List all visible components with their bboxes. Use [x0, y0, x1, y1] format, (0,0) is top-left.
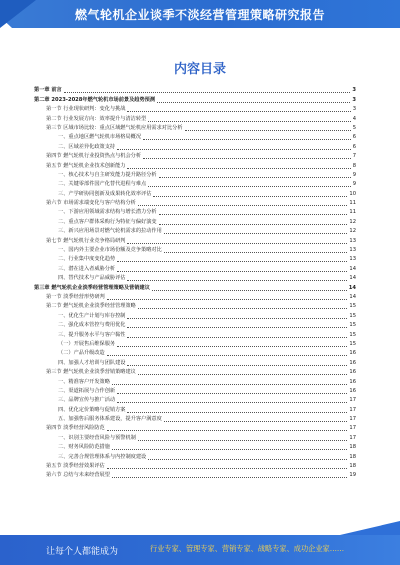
toc-entry-page: 17 [349, 416, 356, 423]
toc-entry[interactable] [34, 95, 356, 104]
toc-entry-text: 三、提升服务水平与客户黏性 [58, 331, 126, 338]
toc-entry-page: 17 [349, 425, 356, 432]
toc-entry-text: 二、区域差异化政策支持 [58, 143, 116, 150]
toc-leader-dots [127, 243, 347, 244]
toc-entry[interactable] [34, 217, 356, 226]
toc-entry[interactable] [34, 321, 356, 330]
toc-entry-text: 第一节 淡季经营形势研判 [46, 293, 105, 300]
footer-slogan: 让每个人都能成为 [46, 547, 119, 557]
toc-entry-page: 18 [349, 463, 356, 470]
toc-entry[interactable] [34, 152, 356, 161]
toc-entry-page: 19 [349, 472, 356, 479]
toc-entry-page: 7 [352, 153, 356, 160]
toc-entry[interactable] [34, 199, 356, 208]
toc-entry-text: 第二节 燃气轮机企业淡季经营管理策略 [46, 303, 136, 310]
toc-leader-dots [127, 327, 347, 328]
toc-leader-dots [159, 214, 348, 215]
toc-entry-page: 3 [352, 87, 356, 94]
toc-leader-dots [112, 477, 347, 478]
toc-entry-text: 一、国内外主要企业市场份额及竞争策略对比 [58, 247, 162, 254]
toc-entry-page: 11 [349, 209, 356, 216]
toc-entry[interactable] [34, 161, 356, 170]
toc-leader-dots [127, 111, 350, 112]
toc-leader-dots [64, 92, 351, 93]
toc-entry-text: 三、品牌宣传与推广活动 [58, 397, 116, 404]
toc-entry[interactable] [34, 114, 356, 123]
toc-entry[interactable] [34, 471, 356, 480]
toc-entry-text: 四、加强人才培训与团队建设 [58, 359, 126, 366]
toc-entry-page: 16 [349, 350, 356, 357]
toc-entry[interactable] [34, 86, 356, 95]
toc-entry-page: 6 [352, 143, 356, 150]
toc-leader-dots [127, 318, 347, 319]
toc-leader-dots [138, 308, 348, 309]
toc-leader-dots [117, 261, 347, 262]
toc-entry[interactable] [34, 340, 356, 349]
toc-entry-text: 二、渠道拓展与合作创新 [58, 387, 116, 394]
toc-entry-page: 13 [349, 247, 356, 254]
toc-entry-page: 13 [349, 237, 356, 244]
toc-leader-dots [127, 168, 350, 169]
toc-entry[interactable] [34, 283, 356, 292]
toc-entry-text: 一、优化生产计划与库存控制 [58, 312, 126, 319]
toc-leader-dots [143, 158, 351, 159]
toc-entry-page: 17 [349, 397, 356, 404]
toc-entry[interactable] [34, 208, 356, 217]
toc-leader-dots [112, 449, 348, 450]
toc-entry-text: 第一章 前言 [34, 87, 62, 94]
toc-entry-page: 16 [349, 359, 356, 366]
toc-entry-page: 6 [352, 134, 356, 141]
toc-entry[interactable] [34, 246, 356, 255]
toc-entry-text: 三、潜在进入者威胁分析 [58, 265, 116, 272]
toc-leader-dots [107, 430, 348, 431]
toc-entry-text: 一、识别主要经营风险与预警机制 [58, 434, 136, 441]
toc-leader-dots [127, 280, 347, 281]
toc-entry-page: 15 [349, 340, 356, 347]
toc-leader-dots [159, 224, 348, 225]
toc-entry-text: 第一节 行业现状研判：变化与挑战 [46, 106, 126, 113]
toc-entry-page: 11 [349, 200, 356, 207]
toc-entry-page: 12 [349, 218, 356, 225]
toc-leader-dots [117, 271, 347, 272]
toc-leader-dots [148, 186, 350, 187]
toc-leader-dots [138, 205, 348, 206]
toc-leader-dots [159, 177, 351, 178]
toc-entry-text: 第三节 燃气轮机企业淡季营销策略建议 [46, 369, 136, 376]
toc-heading: 内容目录 [173, 62, 226, 77]
toc-entry-text: 第二节 行业发展方向：效率提升与清洁转型 [46, 115, 147, 122]
toc-entry[interactable] [34, 171, 356, 180]
toc-entry-text: 二、强化成本管控与费用优化 [58, 322, 126, 329]
toc-entry[interactable] [34, 189, 356, 198]
toc-entry-text: 三、完善合规管理体系与内控制度建设 [58, 453, 147, 460]
toc-entry-page: 9 [352, 171, 356, 178]
toc-entry-page: 14 [349, 265, 356, 272]
toc-entry-text: 第四节 燃气轮机行业投资热点与机会分析 [46, 153, 142, 160]
toc-entry-page: 16 [349, 378, 356, 385]
footer-accent [340, 521, 400, 535]
toc-entry-page: 3 [352, 106, 356, 113]
toc-entry-text: 第六节 总结与未来经营展望 [46, 472, 110, 479]
toc-leader-dots [153, 196, 347, 197]
toc-leader-dots [157, 102, 350, 103]
toc-leader-dots [107, 299, 348, 300]
toc-entry-text: 第三节 区域市场比较：重点区域燃气轮机应用需求对比分析 [46, 124, 183, 131]
toc-entry-text: （一）开展售后维保服务 [58, 340, 116, 347]
toc-entry-page: 18 [349, 453, 356, 460]
toc-entry-page: 14 [349, 293, 356, 300]
toc-leader-dots [185, 130, 351, 131]
toc-entry[interactable] [34, 264, 356, 273]
toc-leader-dots [117, 346, 347, 347]
toc-entry-text: 第六节 市场需求端变化与客户结构分析 [46, 200, 136, 207]
toc-entry[interactable] [34, 302, 356, 311]
toc-entry[interactable] [34, 105, 356, 114]
toc-entry[interactable] [34, 443, 356, 452]
toc-leader-dots [138, 374, 348, 375]
toc-entry[interactable] [34, 274, 356, 283]
toc-entry[interactable] [34, 377, 356, 386]
toc-entry-page: 9 [352, 181, 356, 188]
toc-entry[interactable] [34, 293, 356, 302]
toc-entry-text: 二、关键零部件国产化替代进程与难点 [58, 181, 147, 188]
toc-entry[interactable] [34, 255, 356, 264]
toc-leader-dots [127, 365, 347, 366]
toc-entry[interactable] [34, 405, 356, 414]
toc-leader-dots [164, 252, 348, 253]
toc-entry-text: 第五节 淡季经营效果评估 [46, 463, 105, 470]
toc-entry-page: 17 [349, 434, 356, 441]
toc-entry[interactable] [34, 452, 356, 461]
page-header [0, 0, 400, 30]
toc-entry-page: 15 [349, 331, 356, 338]
toc-entry[interactable] [34, 236, 356, 245]
toc-entry-page: 17 [349, 406, 356, 413]
toc-entry[interactable] [34, 368, 356, 377]
toc-entry-page: 13 [349, 256, 356, 263]
toc-entry-text: 一、重点地区燃气轮机市场格局概况 [58, 134, 142, 141]
toc-entry-text: 二、行业集中度变化趋势 [58, 256, 116, 263]
toc-entry-page: 15 [349, 322, 356, 329]
toc-entry[interactable] [34, 133, 356, 142]
toc-entry[interactable] [34, 462, 356, 471]
toc-entry-page: 15 [349, 312, 356, 319]
toc-leader-dots [152, 290, 347, 291]
toc-entry-page: 16 [349, 369, 356, 376]
toc-entry[interactable] [34, 124, 356, 133]
toc-entry-text: 第四节 淡季经营风险防范 [46, 425, 105, 432]
toc-leader-dots [107, 468, 348, 469]
toc-leader-dots [117, 393, 347, 394]
toc-leader-dots [117, 402, 347, 403]
toc-entry-page: 3 [352, 96, 356, 103]
toc-leader-dots [148, 121, 350, 122]
toc-leader-dots [143, 139, 351, 140]
toc-entry-page: 15 [349, 303, 356, 310]
toc-entry-text: 第二章 2023-2028年燃气轮机市场前景及趋势预测 [34, 96, 156, 103]
toc-entry[interactable] [34, 330, 356, 339]
toc-entry[interactable] [34, 424, 356, 433]
toc-entry[interactable] [34, 349, 356, 358]
toc-entry-page: 5 [352, 124, 356, 131]
toc-leader-dots [127, 412, 347, 413]
toc-leader-dots [127, 337, 347, 338]
toc-entry-text: 一、精准客户开发策略 [58, 378, 110, 385]
toc-leader-dots [148, 459, 347, 460]
toc-entry[interactable] [34, 180, 356, 189]
toc-leader-dots [164, 233, 348, 234]
toc-leader-dots [164, 421, 348, 422]
toc-entry-text: 四、替代技术与产品威胁评估 [58, 275, 126, 282]
toc-entry-page: 8 [352, 162, 356, 169]
report-title: 燃气轮机企业谈季不淡经营管理策略研究报告 [74, 8, 325, 22]
toc-entry-text: 第五节 燃气轮机企业技术创新能力 [46, 162, 126, 169]
toc-entry-page: 10 [349, 190, 356, 197]
toc-entry-text: （二）产品升级改造 [58, 350, 105, 357]
toc-entry-page: 14 [349, 275, 356, 282]
toc-entry[interactable] [34, 358, 356, 367]
toc-entry-page: 18 [349, 444, 356, 451]
toc-entry-text: 三、新兴应用场景对燃气轮机需求的拉动作用 [58, 228, 162, 235]
toc-entry-text: 第七节 燃气轮机行业竞争格局研判 [46, 237, 126, 244]
footer-roles: 行业专家、管理专家、营销专家、战略专家、成功企业家…… [150, 544, 345, 553]
toc-entry-page: 12 [349, 228, 356, 235]
toc-entry-text: 第三章 燃气轮机企业淡季经营管理策略及营销建议 [34, 284, 150, 291]
toc-entry[interactable] [34, 227, 356, 236]
toc-entry[interactable] [34, 311, 356, 320]
toc-entry-page: 4 [352, 115, 356, 122]
toc-entry[interactable] [34, 387, 356, 396]
toc-leader-dots [107, 355, 348, 356]
toc-entry-text: 一、下游应用领域需求结构与增长潜力分析 [58, 209, 157, 216]
toc-entry-text: 五、加强售后服务体系建设，提升客户满意度 [58, 416, 162, 423]
toc-entry-text: 二、重点客户群体采购行为特征与偏好演变 [58, 218, 157, 225]
toc-entry-text: 三、产学研协同创新及成果转化效率评估 [58, 190, 152, 197]
toc-leader-dots [112, 384, 348, 385]
toc-entry[interactable] [34, 142, 356, 151]
toc-entry-page: 14 [348, 284, 356, 291]
toc-entry-text: 四、优化定价策略与促销方案 [58, 406, 126, 413]
toc-entry-text: 一、核心技术与自主研发能力提升路径分析 [58, 171, 157, 178]
table-of-contents [34, 86, 356, 480]
toc-entry[interactable] [34, 415, 356, 424]
toc-leader-dots [138, 440, 348, 441]
toc-entry-page: 16 [349, 387, 356, 394]
toc-entry[interactable] [34, 433, 356, 442]
toc-entry-text: 二、财务风险防范措施 [58, 444, 110, 451]
page-footer [0, 535, 400, 565]
toc-leader-dots [117, 149, 351, 150]
toc-entry[interactable] [34, 396, 356, 405]
